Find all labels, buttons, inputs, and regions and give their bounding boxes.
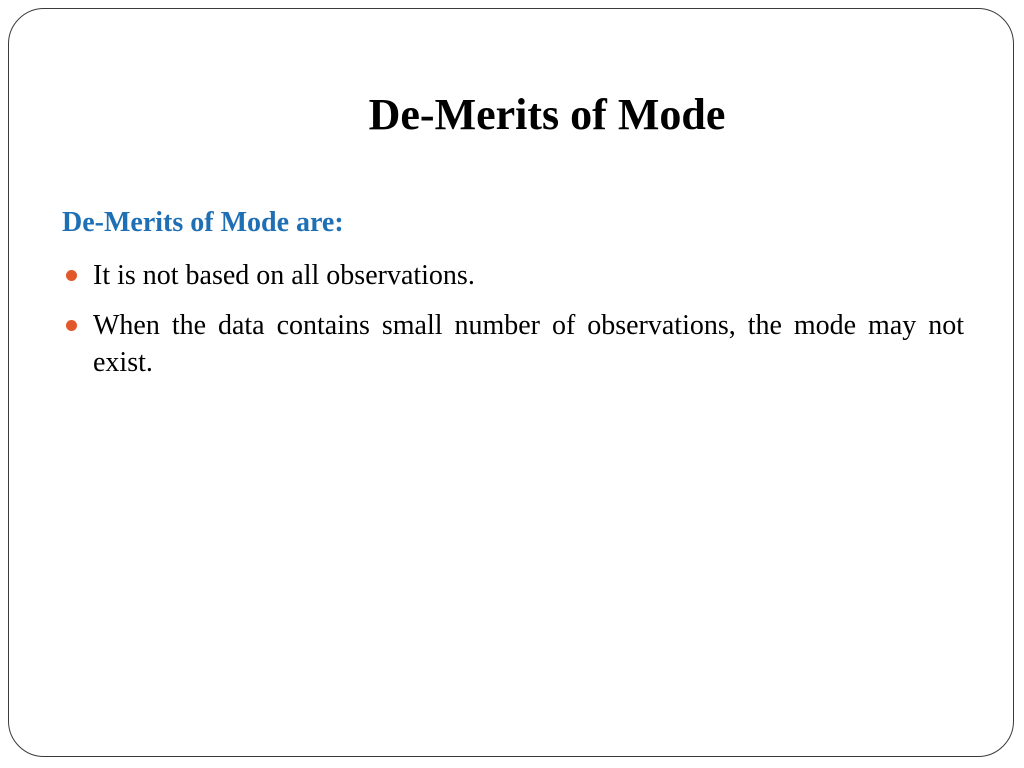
bullet-dot-icon bbox=[66, 320, 77, 331]
bullet-item bbox=[62, 257, 964, 294]
slide-title: De-Merits of Mode bbox=[368, 90, 726, 139]
bullet-item bbox=[62, 307, 964, 381]
bullet-text: It is not based on all observations. bbox=[93, 260, 475, 291]
slide bbox=[8, 8, 1014, 757]
bullet-dot-icon bbox=[66, 270, 77, 281]
slide-subtitle: De-Merits of Mode are: bbox=[62, 207, 344, 238]
bullet-text: When the data contains small number of observations, the mode may not exist. bbox=[93, 310, 964, 378]
bullet-list bbox=[62, 257, 964, 394]
